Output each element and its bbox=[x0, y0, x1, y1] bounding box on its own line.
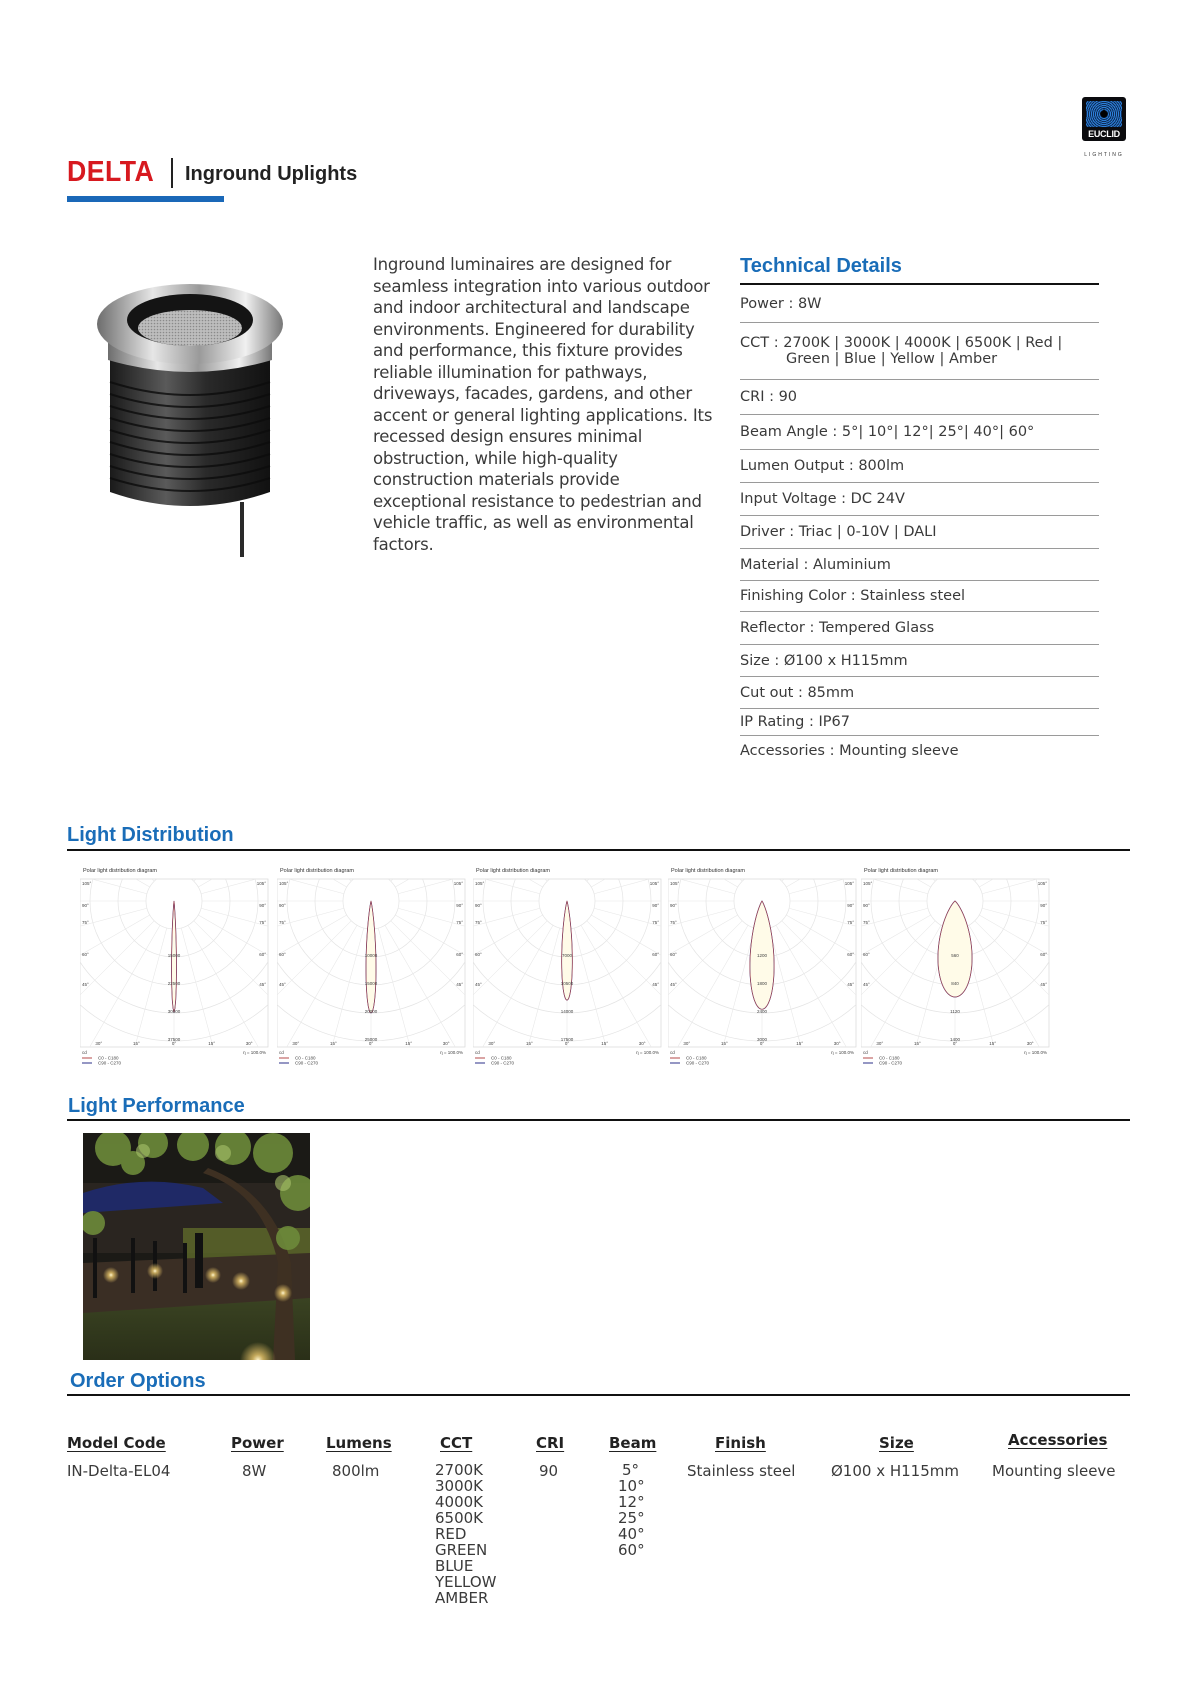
angle-label-bottom: 30° bbox=[442, 1041, 450, 1046]
cell-model-code: IN-Delta-EL04 bbox=[67, 1462, 171, 1480]
polar-chart-svg bbox=[277, 862, 469, 1072]
angle-label-left: 75° bbox=[863, 920, 870, 925]
angle-label-right: 60° bbox=[847, 952, 854, 957]
ring-value-label: 1120 bbox=[950, 1009, 960, 1014]
angle-label-right: 90° bbox=[1040, 903, 1047, 908]
angle-label-left: 90° bbox=[279, 903, 286, 908]
polar-diagram-5 bbox=[861, 862, 1053, 1072]
cell-cct-list bbox=[435, 1462, 496, 1606]
spec-cri: CRI : 90 bbox=[740, 380, 1099, 415]
angle-label-bottom: 0° bbox=[952, 1041, 958, 1046]
angle-label-bottom: 30° bbox=[876, 1041, 884, 1046]
cct-option: 2700K bbox=[435, 1461, 484, 1479]
ring-value-label: 25000 bbox=[364, 1037, 378, 1042]
angle-label-bottom: 15° bbox=[913, 1041, 921, 1046]
grid-spoke bbox=[962, 862, 1053, 874]
ring-value-label: 10500 bbox=[560, 981, 574, 986]
angle-label-left: 75° bbox=[670, 920, 677, 925]
angle-label-bottom: 30° bbox=[245, 1041, 253, 1046]
light-distribution-heading: Light Distribution bbox=[67, 824, 234, 846]
technical-details-rule bbox=[740, 283, 1099, 285]
cct-option: RED bbox=[435, 1525, 467, 1543]
grid-spoke bbox=[581, 862, 665, 877]
cct-option: 3000K bbox=[435, 1477, 484, 1495]
order-options-rule bbox=[67, 1394, 1130, 1396]
angle-label-right: 105° bbox=[844, 881, 854, 886]
col-header-beam: Beam bbox=[609, 1434, 657, 1452]
angle-label-left: 45° bbox=[863, 982, 870, 987]
chart-title: Polar light distribution diagram bbox=[280, 868, 354, 874]
angle-label-right: 90° bbox=[652, 903, 659, 908]
col-header-finish: Finish bbox=[715, 1434, 766, 1452]
legend-c0-label: C0 - C180 bbox=[879, 1055, 900, 1061]
spec-material: Material : Aluminium bbox=[740, 549, 1099, 581]
chart-title: Polar light distribution diagram bbox=[476, 868, 550, 874]
ring-value-label: 14000 bbox=[560, 1009, 574, 1014]
angle-label-bottom: 15° bbox=[796, 1041, 804, 1046]
angle-label-right: 90° bbox=[456, 903, 463, 908]
angle-label-right: 45° bbox=[652, 982, 659, 987]
cell-beam-list bbox=[618, 1462, 643, 1558]
grid-spoke bbox=[378, 862, 469, 874]
grid-spoke bbox=[782, 862, 860, 881]
angle-label-bottom: 0° bbox=[368, 1041, 374, 1046]
legend-c90-label: C90 - C270 bbox=[295, 1060, 319, 1066]
angle-label-left: 45° bbox=[82, 982, 89, 987]
spec-cct bbox=[740, 323, 1099, 380]
ring-value-label: 37500 bbox=[167, 1037, 181, 1042]
angle-label-right: 75° bbox=[652, 920, 659, 925]
beam-option: 12° bbox=[618, 1493, 645, 1511]
angle-label-bottom: 15° bbox=[601, 1041, 609, 1046]
efficiency-label: η = 100.0% bbox=[1024, 1050, 1047, 1055]
cct-option: GREEN bbox=[435, 1541, 488, 1559]
spec-lumen-output: Lumen Output : 800lm bbox=[740, 450, 1099, 483]
ring-value-label: 30000 bbox=[167, 1009, 181, 1014]
angle-label-left: 60° bbox=[670, 952, 677, 957]
chart-title: Polar light distribution diagram bbox=[864, 868, 938, 874]
col-header-accessories: Accessories bbox=[1008, 1431, 1108, 1449]
angle-label-left: 105° bbox=[670, 881, 680, 886]
legend-c90-label: C90 - C270 bbox=[491, 1060, 515, 1066]
title-divider bbox=[171, 158, 173, 188]
spec-accessories: Accessories : Mounting sleeve bbox=[740, 743, 959, 759]
angle-label-right: 75° bbox=[847, 920, 854, 925]
spec-driver: Driver : Triac | 0-10V | DALI bbox=[740, 516, 1099, 549]
light-performance-photo bbox=[83, 1133, 310, 1360]
order-options-heading: Order Options bbox=[70, 1370, 206, 1392]
angle-label-right: 75° bbox=[456, 920, 463, 925]
angle-label-left: 90° bbox=[670, 903, 677, 908]
cell-power: 8W bbox=[242, 1462, 267, 1480]
light-distribution-rule bbox=[67, 849, 1130, 851]
cell-accessories: Mounting sleeve bbox=[992, 1462, 1116, 1480]
brand-name: DELTA bbox=[67, 156, 155, 188]
chart-title: Polar light distribution diagram bbox=[83, 868, 157, 874]
grid-spoke bbox=[975, 862, 1053, 881]
angle-label-right: 45° bbox=[1040, 982, 1047, 987]
angle-label-right: 45° bbox=[847, 982, 854, 987]
angle-label-bottom: 30° bbox=[95, 1041, 103, 1046]
angle-label-left: 75° bbox=[82, 920, 89, 925]
legend-c90-label: C90 - C270 bbox=[879, 1060, 903, 1066]
ring-value-label: 17500 bbox=[560, 1037, 574, 1042]
beam-option: 60° bbox=[618, 1541, 645, 1559]
ring-value-label: 1400 bbox=[949, 1037, 961, 1042]
beam-option: 25° bbox=[618, 1509, 645, 1527]
angle-label-right: 90° bbox=[847, 903, 854, 908]
polar-diagram-4 bbox=[668, 862, 860, 1072]
cct-option: BLUE bbox=[435, 1557, 474, 1575]
ring-value-label: 1200 bbox=[756, 953, 768, 958]
ring-value-label: 15000 bbox=[167, 953, 181, 958]
angle-label-left: 105° bbox=[279, 881, 289, 886]
spec-size: Size : Ø100 x H115mm bbox=[740, 645, 1099, 677]
ring-value-label: 20000 bbox=[364, 1009, 378, 1014]
legend-c0-label: C0 - C180 bbox=[686, 1055, 707, 1061]
legend-c0-label: C0 - C180 bbox=[98, 1055, 119, 1061]
col-header-size: Size bbox=[879, 1434, 914, 1452]
ring-value-label: 7000 bbox=[561, 953, 573, 958]
brand-underline bbox=[67, 196, 224, 202]
grid-spoke bbox=[385, 862, 469, 877]
angle-label-right: 60° bbox=[456, 952, 463, 957]
cct-option: AMBER bbox=[435, 1589, 489, 1607]
ring-value-label: 840 bbox=[951, 981, 959, 986]
angle-label-right: 75° bbox=[1040, 920, 1047, 925]
angle-label-left: 105° bbox=[82, 881, 92, 886]
col-header-cri: CRI bbox=[536, 1434, 565, 1452]
spec-reflector: Reflector : Tempered Glass bbox=[740, 612, 1099, 645]
efficiency-label: η = 100.0% bbox=[243, 1050, 266, 1055]
spec-power: Power : 8W bbox=[740, 286, 1099, 323]
angle-label-right: 75° bbox=[259, 920, 266, 925]
polar-chart-svg bbox=[668, 862, 860, 1072]
angle-label-left: 45° bbox=[279, 982, 286, 987]
unit-label: cd bbox=[475, 1050, 480, 1055]
col-header-lumens: Lumens bbox=[326, 1434, 392, 1452]
technical-details-list bbox=[740, 286, 1099, 766]
grid-spoke bbox=[776, 862, 860, 877]
angle-label-bottom: 15° bbox=[405, 1041, 413, 1046]
angle-label-bottom: 15° bbox=[132, 1041, 140, 1046]
euclid-logo bbox=[1082, 97, 1126, 141]
col-header-power: Power bbox=[231, 1434, 284, 1452]
polar-chart-svg bbox=[80, 862, 272, 1072]
ring-value-label: 3000 bbox=[756, 1037, 768, 1042]
product-description: Inground luminaires are designed for seamless integration into various outdoor and indoor architectural and landscape environments. Engineered for durability and performance, this fixture provides reliable illumination for pathways, driveways, facades, gardens, and other accent or general lighting applications. Its recessed design ensures minimal obstruction, while high-quality construction materials provide exceptional resistance to pedestrian and vehicle traffic, as well as environmental factors. bbox=[373, 255, 713, 554]
product-image bbox=[90, 262, 320, 557]
polar-chart-svg bbox=[861, 862, 1053, 1072]
grid-spoke bbox=[391, 862, 469, 881]
efficiency-label: η = 100.0% bbox=[636, 1050, 659, 1055]
angle-label-bottom: 0° bbox=[564, 1041, 570, 1046]
angle-label-right: 60° bbox=[1040, 952, 1047, 957]
polar-diagram-2 bbox=[277, 862, 469, 1072]
grid-spoke bbox=[181, 862, 272, 874]
ring-value-label: 560 bbox=[951, 953, 959, 958]
grid-spoke bbox=[194, 862, 272, 881]
logo-wordmark: EUCLID bbox=[1088, 129, 1120, 139]
spec-cut-out: Cut out : 85mm bbox=[740, 677, 1099, 709]
chart-title: Polar light distribution diagram bbox=[671, 868, 745, 874]
angle-label-left: 60° bbox=[863, 952, 870, 957]
grid-spoke bbox=[188, 862, 272, 877]
cct-option: 4000K bbox=[435, 1493, 484, 1511]
spec-ip-rating: IP Rating : IP67 bbox=[740, 709, 1099, 736]
angle-label-right: 105° bbox=[1037, 881, 1047, 886]
angle-label-left: 45° bbox=[475, 982, 482, 987]
angle-label-bottom: 30° bbox=[292, 1041, 300, 1046]
spec-cct-line2: Green | Blue | Yellow | Amber bbox=[786, 351, 998, 367]
spec-finishing-color: Finishing Color : Stainless steel bbox=[740, 581, 1099, 612]
cct-option: 6500K bbox=[435, 1509, 484, 1527]
spec-cct-line1: CCT : 2700K | 3000K | 4000K | 6500K | Red | bbox=[740, 335, 1063, 351]
ring-value-label: 22500 bbox=[167, 981, 181, 986]
angle-label-right: 90° bbox=[259, 903, 266, 908]
spec-input-voltage: Input Voltage : DC 24V bbox=[740, 483, 1099, 516]
angle-label-bottom: 30° bbox=[833, 1041, 841, 1046]
ring-value-label: 15000 bbox=[364, 981, 378, 986]
angle-label-right: 105° bbox=[453, 881, 463, 886]
ring-value-label: 2400 bbox=[756, 1009, 768, 1014]
beam-option: 10° bbox=[618, 1477, 645, 1495]
angle-label-bottom: 15° bbox=[208, 1041, 216, 1046]
technical-details-heading: Technical Details bbox=[740, 255, 902, 277]
cell-size: Ø100 x H115mm bbox=[831, 1462, 959, 1480]
legend-c0-label: C0 - C180 bbox=[295, 1055, 316, 1061]
unit-label: cd bbox=[82, 1050, 87, 1055]
cell-finish: Stainless steel bbox=[687, 1462, 796, 1480]
legend-c0-label: C0 - C180 bbox=[491, 1055, 512, 1061]
angle-label-left: 90° bbox=[863, 903, 870, 908]
unit-label: cd bbox=[863, 1050, 868, 1055]
angle-label-left: 60° bbox=[279, 952, 286, 957]
ring-value-label: 1800 bbox=[756, 981, 768, 986]
angle-label-bottom: 30° bbox=[638, 1041, 646, 1046]
logo-subtitle: LIGHTING bbox=[1084, 152, 1124, 158]
polar-diagram-3 bbox=[473, 862, 665, 1072]
angle-label-left: 105° bbox=[863, 881, 873, 886]
beam-option: 40° bbox=[618, 1525, 645, 1543]
angle-label-right: 45° bbox=[259, 982, 266, 987]
angle-label-left: 45° bbox=[670, 982, 677, 987]
grid-spoke bbox=[574, 862, 665, 874]
col-header-model-code: Model Code bbox=[67, 1434, 166, 1452]
angle-label-right: 60° bbox=[259, 952, 266, 957]
angle-label-left: 60° bbox=[475, 952, 482, 957]
angle-label-bottom: 0° bbox=[759, 1041, 765, 1046]
legend-c90-label: C90 - C270 bbox=[686, 1060, 710, 1066]
polar-chart-svg bbox=[473, 862, 665, 1072]
light-performance-heading: Light Performance bbox=[68, 1095, 245, 1117]
efficiency-label: η = 100.0% bbox=[831, 1050, 854, 1055]
angle-label-right: 105° bbox=[256, 881, 266, 886]
cct-option: YELLOW bbox=[435, 1573, 497, 1591]
angle-label-left: 90° bbox=[82, 903, 89, 908]
polar-diagram-1 bbox=[80, 862, 272, 1072]
efficiency-label: η = 100.0% bbox=[440, 1050, 463, 1055]
cell-lumens: 800lm bbox=[332, 1462, 380, 1480]
angle-label-right: 45° bbox=[456, 982, 463, 987]
angle-label-right: 60° bbox=[652, 952, 659, 957]
angle-label-left: 60° bbox=[82, 952, 89, 957]
angle-label-bottom: 30° bbox=[488, 1041, 496, 1046]
unit-label: cd bbox=[670, 1050, 675, 1055]
cell-cri: 90 bbox=[539, 1462, 559, 1480]
angle-label-right: 105° bbox=[649, 881, 659, 886]
legend-c90-label: C90 - C270 bbox=[98, 1060, 122, 1066]
col-header-cct: CCT bbox=[440, 1434, 473, 1452]
ring-value-label: 10000 bbox=[364, 953, 378, 958]
angle-label-bottom: 15° bbox=[329, 1041, 337, 1046]
grid-spoke bbox=[587, 862, 665, 881]
angle-label-left: 75° bbox=[475, 920, 482, 925]
product-category: Inground Uplights bbox=[185, 163, 358, 185]
angle-label-left: 75° bbox=[279, 920, 286, 925]
light-performance-rule bbox=[67, 1119, 1130, 1121]
angle-label-bottom: 30° bbox=[1026, 1041, 1034, 1046]
spec-beam-angle: Beam Angle : 5°| 10°| 12°| 25°| 40°| 60° bbox=[740, 415, 1099, 450]
beam-option: 5° bbox=[621, 1461, 640, 1479]
angle-label-bottom: 15° bbox=[525, 1041, 533, 1046]
angle-label-left: 90° bbox=[475, 903, 482, 908]
angle-label-bottom: 15° bbox=[989, 1041, 997, 1046]
angle-label-bottom: 15° bbox=[720, 1041, 728, 1046]
angle-label-bottom: 0° bbox=[171, 1041, 177, 1046]
angle-label-bottom: 30° bbox=[683, 1041, 691, 1046]
grid-spoke bbox=[969, 862, 1053, 877]
angle-label-left: 105° bbox=[475, 881, 485, 886]
grid-spoke bbox=[769, 862, 860, 874]
unit-label: cd bbox=[279, 1050, 284, 1055]
